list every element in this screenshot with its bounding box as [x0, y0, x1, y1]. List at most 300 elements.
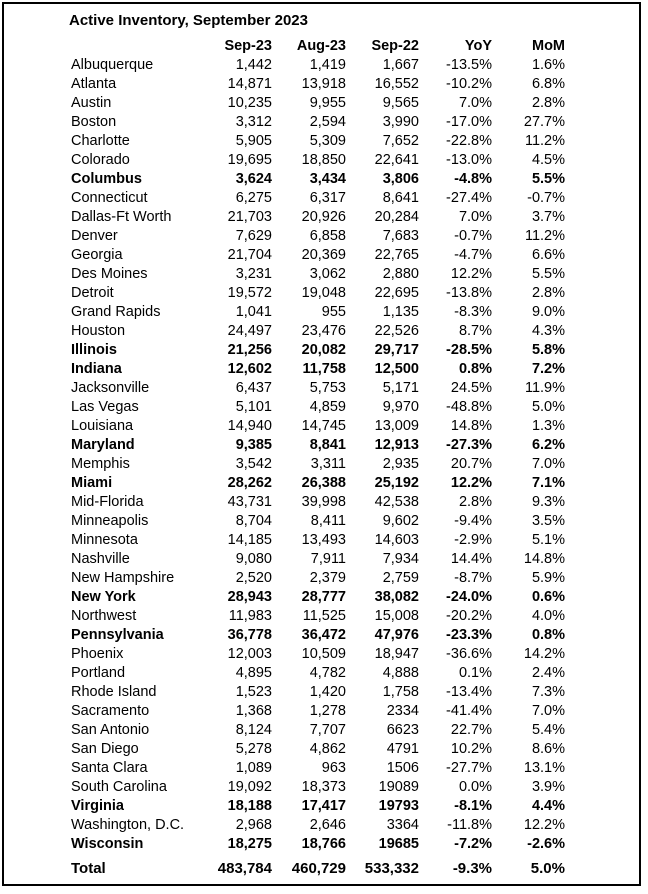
cell-sep23: 8,124: [235, 722, 272, 738]
cell-sep23: 12,602: [227, 361, 272, 377]
cell-sep22: 19685: [378, 836, 419, 852]
cell-sep22: 9,970: [382, 399, 419, 415]
cell-mom: 5.1%: [531, 532, 565, 548]
cell-mom: 2.8%: [531, 285, 565, 301]
cell-mom: 9.0%: [531, 304, 565, 320]
cell-sep22: 13,009: [374, 418, 419, 434]
cell-sep23: 21,703: [227, 209, 272, 225]
cell-aug23: 28,777: [301, 589, 346, 605]
cell-sep23: 43,731: [227, 494, 272, 510]
table-row: [0, 664, 640, 683]
cell-sep23: 9,080: [235, 551, 272, 567]
cell-sep23: 6,437: [235, 380, 272, 396]
cell-location: Detroit: [71, 285, 114, 301]
cell-mom: 1.6%: [531, 57, 565, 73]
cell-yoy: 22.7%: [450, 722, 492, 738]
cell-aug23: 9,955: [309, 95, 346, 111]
table-row: [0, 569, 640, 588]
cell-yoy: -7.2%: [454, 836, 492, 852]
table-row: [0, 759, 640, 778]
cell-sep22: 22,641: [374, 152, 419, 168]
cell-aug23: 23,476: [301, 323, 346, 339]
table-row: [0, 360, 640, 379]
cell-aug23: 13,493: [301, 532, 346, 548]
cell-aug23: 2,379: [309, 570, 346, 586]
cell-sep22: 3,990: [382, 114, 419, 130]
cell-sep22: 1506: [386, 760, 419, 776]
cell-location: Maryland: [71, 437, 135, 453]
cell-location: Boston: [71, 114, 117, 130]
cell-mom: 6.8%: [531, 76, 565, 92]
cell-aug23: 1,278: [309, 703, 346, 719]
cell-mom: 4.0%: [531, 608, 565, 624]
cell-yoy: -13.0%: [446, 152, 492, 168]
cell-mom: 11.2%: [524, 228, 565, 244]
cell-location: New Hampshire: [71, 570, 175, 586]
cell-aug23: 3,434: [309, 171, 346, 187]
cell-sep22: 4,888: [382, 665, 419, 681]
cell-sep23: 21,256: [227, 342, 272, 358]
cell-sep23: 19,572: [227, 285, 272, 301]
cell-yoy: -13.8%: [446, 285, 492, 301]
cell-sep22: 12,913: [374, 437, 419, 453]
cell-sep22: 47,976: [374, 627, 419, 643]
cell-mom: 5.8%: [531, 342, 565, 358]
table-row: [0, 151, 640, 170]
cell-yoy: -13.5%: [446, 57, 492, 73]
cell-location: Portland: [71, 665, 126, 681]
cell-aug23: 4,862: [309, 741, 346, 757]
cell-location: Memphis: [71, 456, 130, 472]
cell-aug23: 2,594: [309, 114, 346, 130]
cell-location: Miami: [71, 475, 113, 491]
cell-sep23: 18,275: [227, 836, 272, 852]
cell-location: Dallas-Ft Worth: [71, 209, 172, 225]
cell-location: Des Moines: [71, 266, 148, 282]
table-row: [0, 816, 640, 835]
table-row: [0, 75, 640, 94]
cell-sep22: 15,008: [374, 608, 419, 624]
cell-sep23: 18,188: [227, 798, 272, 814]
cell-aug23: 4,859: [309, 399, 346, 415]
cell-sep22: 2,935: [382, 456, 419, 472]
table-row: [0, 417, 640, 436]
cell-sep22: 1,758: [382, 684, 419, 700]
cell-yoy: -13.4%: [446, 684, 492, 700]
cell-aug23: 955: [321, 304, 346, 320]
cell-location: Charlotte: [71, 133, 130, 149]
cell-sep22: 3,806: [382, 171, 419, 187]
cell-mom: 0.8%: [531, 627, 565, 643]
total-label: Total: [71, 860, 106, 877]
cell-sep23: 1,041: [235, 304, 272, 320]
total-sep23: 483,784: [217, 860, 272, 877]
cell-sep22: 4791: [386, 741, 419, 757]
cell-sep23: 36,778: [227, 627, 272, 643]
cell-yoy: 7.0%: [458, 209, 492, 225]
cell-aug23: 6,858: [309, 228, 346, 244]
column-header-yoy: YoY: [464, 38, 492, 54]
cell-yoy: -10.2%: [446, 76, 492, 92]
table-row: [0, 797, 640, 816]
cell-location: Albuquerque: [71, 57, 154, 73]
cell-mom: 4.4%: [531, 798, 565, 814]
cell-sep22: 22,695: [374, 285, 419, 301]
cell-yoy: -27.3%: [446, 437, 492, 453]
cell-location: Minnesota: [71, 532, 138, 548]
cell-yoy: -27.4%: [446, 190, 492, 206]
table-row: [0, 721, 640, 740]
cell-mom: 6.2%: [531, 437, 565, 453]
cell-sep22: 3364: [386, 817, 419, 833]
cell-yoy: 0.1%: [458, 665, 492, 681]
cell-location: South Carolina: [71, 779, 167, 795]
cell-aug23: 10,509: [301, 646, 346, 662]
cell-location: Denver: [71, 228, 118, 244]
cell-location: Houston: [71, 323, 126, 339]
cell-location: Northwest: [71, 608, 137, 624]
cell-sep22: 9,565: [382, 95, 419, 111]
cell-mom: 12.2%: [523, 817, 565, 833]
cell-yoy: -8.3%: [454, 304, 492, 320]
cell-yoy: -9.4%: [454, 513, 492, 529]
cell-aug23: 13,918: [301, 76, 346, 92]
cell-sep23: 11,983: [228, 608, 272, 624]
table-row: [0, 778, 640, 797]
cell-yoy: 20.7%: [450, 456, 492, 472]
cell-sep22: 7,934: [382, 551, 419, 567]
column-header-mom: MoM: [531, 38, 565, 54]
cell-aug23: 14,745: [301, 418, 346, 434]
cell-sep22: 1,667: [382, 57, 419, 73]
table-row: [0, 379, 640, 398]
cell-yoy: 14.4%: [450, 551, 492, 567]
cell-sep23: 14,940: [227, 418, 272, 434]
cell-aug23: 20,926: [301, 209, 346, 225]
table-row: [0, 170, 640, 189]
cell-sep23: 2,520: [235, 570, 272, 586]
cell-sep23: 7,629: [235, 228, 272, 244]
cell-yoy: -8.7%: [454, 570, 492, 586]
total-row: [0, 859, 640, 878]
cell-yoy: 7.0%: [458, 95, 492, 111]
cell-location: Santa Clara: [71, 760, 148, 776]
cell-sep22: 8,641: [382, 190, 419, 206]
cell-aug23: 18,373: [301, 779, 346, 795]
cell-yoy: -22.8%: [446, 133, 492, 149]
cell-sep23: 3,231: [235, 266, 272, 282]
table-title: Active Inventory, September 2023: [69, 12, 308, 29]
cell-aug23: 8,411: [310, 513, 346, 529]
cell-sep23: 14,185: [227, 532, 272, 548]
cell-sep22: 38,082: [374, 589, 419, 605]
cell-mom: 1.3%: [531, 418, 565, 434]
cell-mom: 5.5%: [531, 266, 565, 282]
cell-sep22: 19793: [378, 798, 419, 814]
table-row: [0, 303, 640, 322]
cell-sep22: 42,538: [374, 494, 419, 510]
cell-mom: 11.9%: [524, 380, 565, 396]
cell-sep23: 28,262: [227, 475, 272, 491]
cell-aug23: 1,419: [309, 57, 346, 73]
column-header-sep23: Sep-23: [224, 38, 272, 54]
cell-location: Illinois: [71, 342, 117, 358]
table-row: [0, 113, 640, 132]
cell-mom: -2.6%: [527, 836, 565, 852]
cell-location: Nashville: [71, 551, 130, 567]
table-row: [0, 208, 640, 227]
total-yoy: -9.3%: [452, 860, 492, 877]
table-row: [0, 588, 640, 607]
cell-sep22: 25,192: [374, 475, 419, 491]
table-row: [0, 835, 640, 854]
cell-sep23: 8,704: [235, 513, 272, 529]
cell-location: Virginia: [71, 798, 124, 814]
cell-yoy: 24.5%: [450, 380, 492, 396]
table-row: [0, 398, 640, 417]
cell-sep23: 4,895: [235, 665, 272, 681]
cell-sep23: 3,542: [235, 456, 272, 472]
cell-yoy: -28.5%: [446, 342, 492, 358]
cell-mom: 7.2%: [531, 361, 565, 377]
cell-sep22: 20,284: [374, 209, 419, 225]
cell-sep23: 1,442: [235, 57, 272, 73]
cell-mom: 8.6%: [531, 741, 565, 757]
cell-mom: 14.2%: [523, 646, 565, 662]
cell-mom: 6.6%: [531, 247, 565, 263]
cell-yoy: -8.1%: [454, 798, 492, 814]
cell-sep22: 2,880: [382, 266, 419, 282]
cell-sep23: 14,871: [227, 76, 272, 92]
table-row: [0, 132, 640, 151]
cell-sep23: 10,235: [227, 95, 272, 111]
cell-sep22: 12,500: [374, 361, 419, 377]
cell-mom: 3.5%: [531, 513, 565, 529]
cell-mom: 3.9%: [531, 779, 565, 795]
cell-mom: 4.3%: [531, 323, 565, 339]
cell-sep23: 5,278: [235, 741, 272, 757]
cell-aug23: 7,707: [309, 722, 346, 738]
cell-yoy: -4.7%: [454, 247, 492, 263]
cell-sep22: 9,602: [382, 513, 419, 529]
cell-aug23: 20,082: [301, 342, 346, 358]
cell-sep22: 1,135: [382, 304, 419, 320]
cell-sep23: 9,385: [235, 437, 272, 453]
cell-location: New York: [71, 589, 136, 605]
cell-location: Colorado: [71, 152, 130, 168]
cell-sep23: 1,089: [235, 760, 272, 776]
cell-mom: -0.7%: [527, 190, 565, 206]
column-header-aug23: Aug-23: [296, 38, 346, 54]
cell-aug23: 7,911: [310, 551, 346, 567]
cell-aug23: 26,388: [301, 475, 346, 491]
cell-sep23: 28,943: [227, 589, 272, 605]
cell-location: Washington, D.C.: [71, 817, 185, 833]
cell-aug23: 2,646: [309, 817, 346, 833]
table-row: [0, 455, 640, 474]
cell-location: Austin: [71, 95, 112, 111]
cell-location: Columbus: [71, 171, 142, 187]
cell-sep22: 19089: [378, 779, 419, 795]
cell-sep23: 3,312: [235, 114, 272, 130]
cell-sep22: 16,552: [374, 76, 419, 92]
cell-yoy: -2.9%: [454, 532, 492, 548]
cell-location: Pennsylvania: [71, 627, 164, 643]
table-row: [0, 436, 640, 455]
cell-location: San Antonio: [71, 722, 150, 738]
cell-aug23: 20,369: [301, 247, 346, 263]
cell-mom: 27.7%: [523, 114, 565, 130]
cell-location: San Diego: [71, 741, 139, 757]
cell-yoy: -27.7%: [446, 760, 492, 776]
cell-yoy: -36.6%: [446, 646, 492, 662]
cell-mom: 5.0%: [531, 399, 565, 415]
cell-location: Jacksonville: [71, 380, 150, 396]
cell-sep23: 21,704: [227, 247, 272, 263]
cell-sep23: 5,101: [235, 399, 272, 415]
total-sep22: 533,332: [364, 860, 419, 877]
cell-sep23: 12,003: [227, 646, 272, 662]
cell-location: Indiana: [71, 361, 122, 377]
cell-mom: 7.0%: [531, 703, 565, 719]
cell-location: Louisiana: [71, 418, 134, 434]
cell-aug23: 5,309: [309, 133, 346, 149]
header-row: [0, 37, 640, 56]
cell-sep23: 6,275: [235, 190, 272, 206]
cell-location: Phoenix: [71, 646, 124, 662]
table-row: [0, 284, 640, 303]
cell-mom: 5.4%: [531, 722, 565, 738]
cell-mom: 9.3%: [531, 494, 565, 510]
table-row: [0, 189, 640, 208]
cell-mom: 0.6%: [531, 589, 565, 605]
cell-sep22: 29,717: [374, 342, 419, 358]
cell-yoy: -41.4%: [446, 703, 492, 719]
cell-sep22: 18,947: [374, 646, 419, 662]
cell-location: Mid-Florida: [71, 494, 144, 510]
cell-mom: 2.8%: [531, 95, 565, 111]
cell-yoy: -4.8%: [454, 171, 492, 187]
cell-aug23: 3,311: [310, 456, 346, 472]
cell-sep22: 2334: [386, 703, 419, 719]
cell-yoy: -23.3%: [446, 627, 492, 643]
table-row: [0, 227, 640, 246]
cell-location: Sacramento: [71, 703, 150, 719]
cell-aug23: 11,758: [302, 361, 346, 377]
table-row: [0, 626, 640, 645]
cell-mom: 7.1%: [531, 475, 565, 491]
cell-sep23: 3,624: [235, 171, 272, 187]
cell-sep22: 6623: [386, 722, 419, 738]
table-row: [0, 322, 640, 341]
table-row: [0, 56, 640, 75]
cell-location: Atlanta: [71, 76, 117, 92]
cell-aug23: 6,317: [309, 190, 346, 206]
cell-sep23: 19,695: [227, 152, 272, 168]
cell-sep23: 2,968: [235, 817, 272, 833]
cell-mom: 5.9%: [531, 570, 565, 586]
cell-location: Georgia: [71, 247, 123, 263]
cell-sep22: 22,765: [374, 247, 419, 263]
table-row: [0, 683, 640, 702]
cell-yoy: 12.2%: [450, 475, 492, 491]
table-row: [0, 94, 640, 113]
cell-sep22: 22,526: [374, 323, 419, 339]
table-row: [0, 702, 640, 721]
cell-sep22: 7,683: [382, 228, 419, 244]
table-row: [0, 512, 640, 531]
cell-aug23: 8,841: [309, 437, 346, 453]
cell-aug23: 11,525: [302, 608, 346, 624]
cell-mom: 7.0%: [531, 456, 565, 472]
cell-mom: 3.7%: [531, 209, 565, 225]
cell-location: Connecticut: [71, 190, 148, 206]
cell-mom: 4.5%: [531, 152, 565, 168]
table-row: [0, 493, 640, 512]
cell-yoy: 0.0%: [458, 779, 492, 795]
cell-mom: 5.5%: [531, 171, 565, 187]
cell-sep23: 24,497: [227, 323, 272, 339]
cell-aug23: 4,782: [309, 665, 346, 681]
table-row: [0, 474, 640, 493]
cell-sep22: 14,603: [374, 532, 419, 548]
cell-location: Grand Rapids: [71, 304, 161, 320]
cell-sep23: 1,523: [235, 684, 272, 700]
cell-yoy: -48.8%: [446, 399, 492, 415]
cell-mom: 14.8%: [523, 551, 565, 567]
cell-mom: 2.4%: [531, 665, 565, 681]
table-row: [0, 645, 640, 664]
cell-sep22: 5,171: [382, 380, 419, 396]
cell-location: Wisconsin: [71, 836, 144, 852]
cell-mom: 13.1%: [523, 760, 565, 776]
table-row: [0, 531, 640, 550]
cell-aug23: 5,753: [309, 380, 346, 396]
cell-sep22: 2,759: [382, 570, 419, 586]
cell-yoy: -20.2%: [446, 608, 492, 624]
table-row: [0, 740, 640, 759]
cell-aug23: 17,417: [301, 798, 346, 814]
cell-aug23: 36,472: [301, 627, 346, 643]
cell-aug23: 963: [321, 760, 346, 776]
cell-yoy: 2.8%: [458, 494, 492, 510]
cell-location: Minneapolis: [71, 513, 149, 529]
cell-yoy: -17.0%: [446, 114, 492, 130]
cell-yoy: 14.8%: [450, 418, 492, 434]
cell-sep23: 5,905: [235, 133, 272, 149]
cell-yoy: -11.8%: [447, 817, 492, 833]
cell-aug23: 39,998: [301, 494, 346, 510]
table-row: [0, 265, 640, 284]
total-aug23: 460,729: [291, 860, 346, 877]
cell-yoy: 8.7%: [458, 323, 492, 339]
cell-mom: 11.2%: [524, 133, 565, 149]
cell-aug23: 1,420: [309, 684, 346, 700]
cell-yoy: -0.7%: [454, 228, 492, 244]
cell-yoy: -24.0%: [446, 589, 492, 605]
cell-sep23: 19,092: [227, 779, 272, 795]
cell-sep23: 1,368: [235, 703, 272, 719]
cell-mom: 7.3%: [531, 684, 565, 700]
cell-yoy: 10.2%: [450, 741, 492, 757]
column-header-sep22: Sep-22: [371, 38, 419, 54]
cell-aug23: 3,062: [309, 266, 346, 282]
cell-aug23: 18,850: [301, 152, 346, 168]
table-row: [0, 341, 640, 360]
cell-location: Las Vegas: [71, 399, 139, 415]
table-row: [0, 246, 640, 265]
cell-aug23: 19,048: [301, 285, 346, 301]
